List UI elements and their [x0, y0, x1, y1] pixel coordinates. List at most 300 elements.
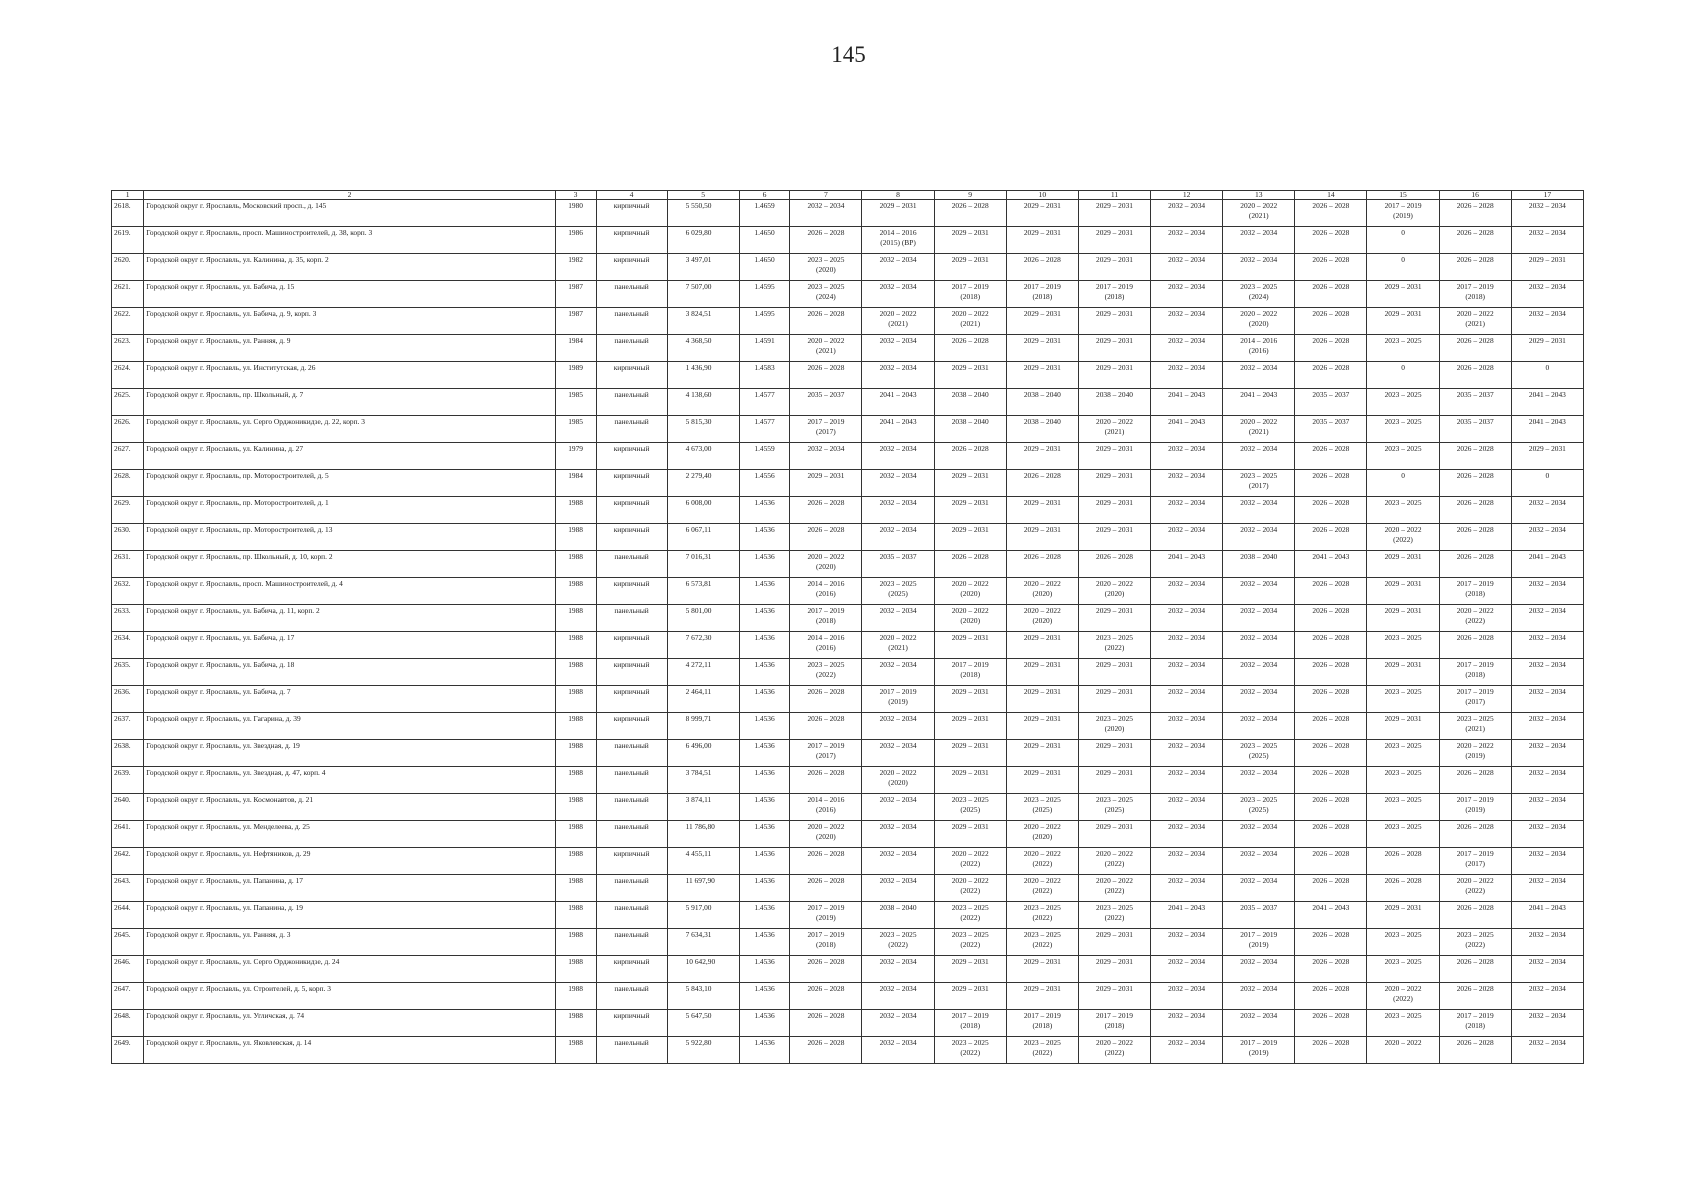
- table-cell: 2026 – 2028: [1295, 605, 1367, 632]
- table-cell: 2032 – 2034: [1511, 497, 1583, 524]
- table-cell: 2017 – 2019 (2018): [1439, 578, 1511, 605]
- table-cell: 2026 – 2028: [1295, 848, 1367, 875]
- table-cell: 2020 – 2022 (2020): [1078, 578, 1150, 605]
- table-cell: 2029 – 2031: [1006, 767, 1078, 794]
- table-cell: 1.4559: [739, 443, 790, 470]
- table-cell: 2023 – 2025 (2024): [790, 281, 862, 308]
- table-cell: 1.4536: [739, 578, 790, 605]
- table-cell: 2017 – 2019 (2018): [790, 605, 862, 632]
- table-cell: 2023 – 2025: [1367, 956, 1439, 983]
- table-cell: 1988: [555, 902, 596, 929]
- table-cell: 2623.: [112, 335, 144, 362]
- table-row: [112, 200, 1584, 227]
- table-cell: 2026 – 2028: [1295, 524, 1367, 551]
- table-cell: 2029 – 2031: [790, 470, 862, 497]
- table-cell: 2 279,40: [667, 470, 739, 497]
- table-cell: 2029 – 2031: [1006, 335, 1078, 362]
- table-cell: 2026 – 2028: [790, 767, 862, 794]
- table-cell: 0: [1511, 362, 1583, 389]
- table-cell: кирпичный: [596, 848, 667, 875]
- table-cell: 11 697,90: [667, 875, 739, 902]
- table-cell: панельный: [596, 308, 667, 335]
- table-cell: 4 368,50: [667, 335, 739, 362]
- table-cell: 2032 – 2034: [862, 524, 934, 551]
- table-cell: 2026 – 2028: [1439, 200, 1511, 227]
- table-cell: 2029 – 2031: [1511, 443, 1583, 470]
- table-cell: 1988: [555, 929, 596, 956]
- table-row: [112, 551, 1584, 578]
- table-cell: 2032 – 2034: [1511, 983, 1583, 1010]
- table-cell: 1988: [555, 551, 596, 578]
- table-cell: 2619.: [112, 227, 144, 254]
- table-cell: 2029 – 2031: [1078, 605, 1150, 632]
- table-cell: 2020 – 2022 (2020): [1223, 308, 1295, 335]
- table-cell: 2638.: [112, 740, 144, 767]
- table-cell: 2026 – 2028: [1295, 443, 1367, 470]
- table-cell: 2020 – 2022 (2021): [1223, 416, 1295, 443]
- header-row: [112, 191, 1584, 200]
- table-cell: 2029 – 2031: [1511, 254, 1583, 281]
- table-cell: панельный: [596, 416, 667, 443]
- table-row: [112, 578, 1584, 605]
- table-cell: 2032 – 2034: [862, 821, 934, 848]
- header-cell: 16: [1439, 191, 1511, 200]
- table-row: [112, 848, 1584, 875]
- table-cell: 2029 – 2031: [1078, 227, 1150, 254]
- table-cell: 1980: [555, 200, 596, 227]
- table-cell: 2637.: [112, 713, 144, 740]
- table-cell: 4 455,11: [667, 848, 739, 875]
- table-cell: 2032 – 2034: [1223, 497, 1295, 524]
- table-cell: 6 496,00: [667, 740, 739, 767]
- table-cell: Городской округ г. Ярославль, ул. Ранняя, д. 9: [144, 335, 555, 362]
- table-cell: 2035 – 2037: [1295, 416, 1367, 443]
- table-cell: 2017 – 2019 (2017): [790, 416, 862, 443]
- table-cell: Городской округ г. Ярославль, ул. Ранняя, д. 3: [144, 929, 555, 956]
- table-cell: 2026 – 2028: [1295, 578, 1367, 605]
- table-cell: 2029 – 2031: [1078, 983, 1150, 1010]
- table-cell: 2032 – 2034: [1151, 470, 1223, 497]
- table-cell: 2032 – 2034: [1223, 227, 1295, 254]
- table-cell: 2023 – 2025: [1367, 686, 1439, 713]
- table-cell: 2023 – 2025 (2025): [934, 794, 1006, 821]
- table-row: [112, 308, 1584, 335]
- table-cell: 2029 – 2031: [1006, 956, 1078, 983]
- table-cell: 0: [1367, 362, 1439, 389]
- table-cell: 2633.: [112, 605, 144, 632]
- table-cell: 3 824,51: [667, 308, 739, 335]
- table-cell: 2029 – 2031: [1006, 713, 1078, 740]
- table-cell: 2032 – 2034: [862, 956, 934, 983]
- table-cell: 2020 – 2022 (2020): [934, 605, 1006, 632]
- header-cell: 1: [112, 191, 144, 200]
- table-row: [112, 713, 1584, 740]
- table-cell: 2032 – 2034: [862, 443, 934, 470]
- table-cell: 2032 – 2034: [1223, 632, 1295, 659]
- table-cell: 2026 – 2028: [1439, 1037, 1511, 1064]
- table-cell: 2026 – 2028: [1078, 551, 1150, 578]
- table-cell: 2017 – 2019 (2017): [1439, 848, 1511, 875]
- table-cell: 2014 – 2016 (2016): [790, 578, 862, 605]
- table-cell: 2026 – 2028: [1295, 254, 1367, 281]
- table-cell: 1.4536: [739, 1037, 790, 1064]
- table-row: [112, 686, 1584, 713]
- table-cell: 2032 – 2034: [1151, 929, 1223, 956]
- table-cell: 2029 – 2031: [1078, 335, 1150, 362]
- table-cell: 2029 – 2031: [1367, 578, 1439, 605]
- table-cell: 2032 – 2034: [1223, 686, 1295, 713]
- table-cell: 2032 – 2034: [1151, 605, 1223, 632]
- header-cell: 2: [144, 191, 555, 200]
- table-cell: кирпичный: [596, 497, 667, 524]
- table-cell: 1 436,90: [667, 362, 739, 389]
- table-cell: 2023 – 2025 (2024): [1223, 281, 1295, 308]
- table-cell: Городской округ г. Ярославль, просп. Машиностроителей, д. 38, корп. 3: [144, 227, 555, 254]
- table-cell: 2032 – 2034: [1511, 767, 1583, 794]
- table-cell: кирпичный: [596, 686, 667, 713]
- table-cell: 2026 – 2028: [1295, 227, 1367, 254]
- table-cell: 2023 – 2025: [1367, 443, 1439, 470]
- table-cell: 4 138,60: [667, 389, 739, 416]
- table-cell: 2041 – 2043: [1511, 389, 1583, 416]
- table-cell: 2017 – 2019 (2018): [1439, 281, 1511, 308]
- table-cell: 1988: [555, 605, 596, 632]
- table-cell: 2020 – 2022 (2022): [1439, 605, 1511, 632]
- table-cell: 2026 – 2028: [1439, 767, 1511, 794]
- table-cell: 2032 – 2034: [1151, 200, 1223, 227]
- table-cell: 2032 – 2034: [1511, 740, 1583, 767]
- table-cell: 2023 – 2025 (2022): [790, 659, 862, 686]
- table-cell: 2035 – 2037: [790, 389, 862, 416]
- table-cell: 2032 – 2034: [1223, 254, 1295, 281]
- table-cell: 2032 – 2034: [1223, 578, 1295, 605]
- table-cell: панельный: [596, 767, 667, 794]
- table-cell: 1988: [555, 875, 596, 902]
- header-cell: 3: [555, 191, 596, 200]
- table-cell: 2032 – 2034: [1511, 794, 1583, 821]
- table-cell: 2026 – 2028: [1295, 659, 1367, 686]
- table-cell: 2634.: [112, 632, 144, 659]
- table-cell: Городской округ г. Ярославль, ул. Бабича, д. 7: [144, 686, 555, 713]
- table-cell: 2026 – 2028: [934, 335, 1006, 362]
- header-cell: 12: [1151, 191, 1223, 200]
- table-cell: 2020 – 2022 (2022): [1367, 524, 1439, 551]
- table-row: [112, 983, 1584, 1010]
- table-cell: 1985: [555, 389, 596, 416]
- table-cell: 2032 – 2034: [1511, 1037, 1583, 1064]
- table-cell: Городской округ г. Ярославль, ул. Институтская, д. 26: [144, 362, 555, 389]
- table-cell: Городской округ г. Ярославль, просп. Машиностроителей, д. 4: [144, 578, 555, 605]
- table-cell: 1.4536: [739, 929, 790, 956]
- table-cell: 1.4536: [739, 524, 790, 551]
- table-cell: панельный: [596, 551, 667, 578]
- table-cell: 2029 – 2031: [1006, 227, 1078, 254]
- table-cell: 1985: [555, 416, 596, 443]
- table-cell: 1988: [555, 821, 596, 848]
- table-cell: 2029 – 2031: [1006, 443, 1078, 470]
- table-cell: 2023 – 2025 (2020): [1078, 713, 1150, 740]
- table-cell: 2017 – 2019 (2018): [790, 929, 862, 956]
- table-cell: 2029 – 2031: [1078, 659, 1150, 686]
- table-row: [112, 659, 1584, 686]
- table-cell: 2032 – 2034: [1223, 956, 1295, 983]
- table-cell: 2026 – 2028: [1295, 632, 1367, 659]
- table-cell: 2041 – 2043: [862, 416, 934, 443]
- table-cell: 4 673,00: [667, 443, 739, 470]
- table-cell: Городской округ г. Ярославль, пр. Школьный, д. 7: [144, 389, 555, 416]
- table-cell: 2026 – 2028: [1367, 848, 1439, 875]
- table-cell: 2026 – 2028: [1295, 713, 1367, 740]
- table-cell: 2029 – 2031: [1006, 497, 1078, 524]
- table-cell: 2032 – 2034: [1511, 848, 1583, 875]
- table-cell: 1989: [555, 362, 596, 389]
- table-cell: 3 497,01: [667, 254, 739, 281]
- table-cell: 2032 – 2034: [1223, 848, 1295, 875]
- table-cell: 2023 – 2025: [1367, 632, 1439, 659]
- table-cell: 2017 – 2019 (2018): [934, 281, 1006, 308]
- table-cell: 2032 – 2034: [1511, 578, 1583, 605]
- table-cell: 2023 – 2025 (2022): [934, 1037, 1006, 1064]
- table-cell: 2026 – 2028: [1295, 794, 1367, 821]
- table-cell: 2020 – 2022 (2021): [1223, 200, 1295, 227]
- table-cell: 1.4536: [739, 902, 790, 929]
- table-cell: 2020 – 2022 (2020): [1006, 821, 1078, 848]
- table-cell: 2026 – 2028: [1295, 1010, 1367, 1037]
- table-cell: 1.4536: [739, 956, 790, 983]
- table-cell: 2032 – 2034: [1151, 713, 1223, 740]
- table-cell: 1984: [555, 470, 596, 497]
- table-cell: 2032 – 2034: [1151, 1037, 1223, 1064]
- table-cell: 2017 – 2019 (2019): [790, 902, 862, 929]
- table-cell: 1988: [555, 1037, 596, 1064]
- table-cell: 2032 – 2034: [1511, 308, 1583, 335]
- table-cell: 5 550,50: [667, 200, 739, 227]
- table-cell: Городской округ г. Ярославль, пр. Моторостроителей, д. 5: [144, 470, 555, 497]
- table-cell: 1988: [555, 1010, 596, 1037]
- table-cell: 2032 – 2034: [1151, 524, 1223, 551]
- table-cell: 2020 – 2022 (2021): [934, 308, 1006, 335]
- table-cell: 2026 – 2028: [1295, 200, 1367, 227]
- table-cell: 1988: [555, 983, 596, 1010]
- table-cell: 2032 – 2034: [1511, 605, 1583, 632]
- table-cell: 2032 – 2034: [1223, 983, 1295, 1010]
- table-cell: 2014 – 2016 (2016): [1223, 335, 1295, 362]
- table-cell: Городской округ г. Ярославль, ул. Папанина, д. 17: [144, 875, 555, 902]
- table-row: [112, 254, 1584, 281]
- table-cell: Городской округ г. Ярославль, ул. Угличская, д. 74: [144, 1010, 555, 1037]
- table-cell: 1.4577: [739, 416, 790, 443]
- table-cell: 2648.: [112, 1010, 144, 1037]
- table-cell: 2032 – 2034: [1223, 767, 1295, 794]
- table-cell: 2026 – 2028: [1295, 875, 1367, 902]
- table-cell: 2026 – 2028: [1439, 362, 1511, 389]
- table-cell: 2032 – 2034: [1511, 281, 1583, 308]
- table-cell: 2029 – 2031: [1367, 659, 1439, 686]
- table-cell: 2026 – 2028: [1295, 497, 1367, 524]
- table-cell: 2017 – 2019 (2019): [1439, 794, 1511, 821]
- table-cell: 2017 – 2019 (2018): [1439, 1010, 1511, 1037]
- table-row: [112, 929, 1584, 956]
- header-cell: 9: [934, 191, 1006, 200]
- table-cell: 2026 – 2028: [1439, 956, 1511, 983]
- table-cell: 1.4595: [739, 308, 790, 335]
- table-cell: 2029 – 2031: [1078, 200, 1150, 227]
- table-cell: 2026 – 2028: [790, 362, 862, 389]
- table-cell: 2032 – 2034: [1151, 632, 1223, 659]
- header-cell: 4: [596, 191, 667, 200]
- table-cell: Городской округ г. Ярославль, ул. Менделеева, д. 25: [144, 821, 555, 848]
- table-cell: 2023 – 2025: [1367, 740, 1439, 767]
- table-cell: 6 573,81: [667, 578, 739, 605]
- table-cell: Городской округ г. Ярославль, ул. Бабича, д. 15: [144, 281, 555, 308]
- table-cell: 2032 – 2034: [862, 848, 934, 875]
- table-cell: 2032 – 2034: [790, 443, 862, 470]
- table-row: [112, 1037, 1584, 1064]
- table-cell: 2029 – 2031: [1078, 686, 1150, 713]
- table-cell: 2032 – 2034: [1151, 1010, 1223, 1037]
- table-cell: 2 464,11: [667, 686, 739, 713]
- table-cell: 2041 – 2043: [1511, 902, 1583, 929]
- table-row: [112, 1010, 1584, 1037]
- table-row: [112, 821, 1584, 848]
- table-cell: 2632.: [112, 578, 144, 605]
- table-cell: 2020 – 2022 (2022): [1006, 848, 1078, 875]
- table-cell: 2029 – 2031: [934, 713, 1006, 740]
- header-cell: 6: [739, 191, 790, 200]
- table-cell: 1982: [555, 254, 596, 281]
- table-cell: 2032 – 2034: [1511, 632, 1583, 659]
- table-cell: 2035 – 2037: [1439, 416, 1511, 443]
- table-row: [112, 470, 1584, 497]
- table-cell: 2029 – 2031: [934, 227, 1006, 254]
- table-cell: 2023 – 2025 (2025): [1006, 794, 1078, 821]
- table-cell: кирпичный: [596, 713, 667, 740]
- table-cell: 2029 – 2031: [1078, 443, 1150, 470]
- table-cell: кирпичный: [596, 659, 667, 686]
- table-cell: 2032 – 2034: [1511, 227, 1583, 254]
- table-cell: кирпичный: [596, 470, 667, 497]
- table-cell: 2029 – 2031: [1078, 308, 1150, 335]
- table-cell: 2023 – 2025: [1367, 929, 1439, 956]
- table-cell: 2029 – 2031: [1078, 254, 1150, 281]
- table-cell: 2023 – 2025: [1367, 335, 1439, 362]
- table-cell: 2041 – 2043: [1511, 416, 1583, 443]
- table-cell: 2029 – 2031: [1078, 767, 1150, 794]
- table-cell: 2621.: [112, 281, 144, 308]
- table-cell: 2026 – 2028: [790, 227, 862, 254]
- table-cell: 6 067,11: [667, 524, 739, 551]
- table-cell: 5 917,00: [667, 902, 739, 929]
- table-cell: 11 786,80: [667, 821, 739, 848]
- table-cell: 3 784,51: [667, 767, 739, 794]
- table-cell: 2026 – 2028: [1439, 497, 1511, 524]
- table-cell: 2041 – 2043: [1223, 389, 1295, 416]
- table-cell: 2026 – 2028: [1295, 740, 1367, 767]
- table-cell: 2032 – 2034: [1151, 497, 1223, 524]
- table-cell: 2020 – 2022 (2019): [1439, 740, 1511, 767]
- table-cell: 2032 – 2034: [1151, 821, 1223, 848]
- table-cell: 2032 – 2034: [862, 713, 934, 740]
- table-cell: 2026 – 2028: [1006, 551, 1078, 578]
- table-cell: 2029 – 2031: [934, 470, 1006, 497]
- table-cell: 2026 – 2028: [790, 1037, 862, 1064]
- table-cell: панельный: [596, 605, 667, 632]
- table-cell: 2029 – 2031: [934, 362, 1006, 389]
- table-cell: 8 999,71: [667, 713, 739, 740]
- table-cell: 2020 – 2022 (2021): [862, 632, 934, 659]
- table-cell: 2041 – 2043: [1151, 551, 1223, 578]
- table-cell: 2017 – 2019 (2018): [1078, 281, 1150, 308]
- table-cell: 2026 – 2028: [790, 983, 862, 1010]
- table-cell: 1.4650: [739, 227, 790, 254]
- table-cell: 2014 – 2016 (2016): [790, 794, 862, 821]
- table-cell: 2026 – 2028: [1295, 956, 1367, 983]
- table-cell: 2032 – 2034: [862, 497, 934, 524]
- table-cell: 2029 – 2031: [862, 200, 934, 227]
- table-cell: кирпичный: [596, 254, 667, 281]
- table-cell: 2032 – 2034: [862, 983, 934, 1010]
- table-cell: 2032 – 2034: [862, 659, 934, 686]
- table-cell: 2029 – 2031: [1006, 983, 1078, 1010]
- table-cell: 1.4536: [739, 1010, 790, 1037]
- table-cell: 2642.: [112, 848, 144, 875]
- table-cell: 1.4536: [739, 767, 790, 794]
- table-row: [112, 902, 1584, 929]
- table-cell: 2032 – 2034: [1511, 524, 1583, 551]
- table-cell: Городской округ г. Ярославль, ул. Бабича, д. 9, корп. 3: [144, 308, 555, 335]
- table-row: [112, 632, 1584, 659]
- table-cell: 1987: [555, 281, 596, 308]
- table-cell: 1988: [555, 767, 596, 794]
- table-cell: кирпичный: [596, 578, 667, 605]
- table-cell: 7 672,30: [667, 632, 739, 659]
- table-cell: 1988: [555, 686, 596, 713]
- table-cell: Городской округ г. Ярославль, ул. Серго Орджоникидзе, д. 22, корп. 3: [144, 416, 555, 443]
- table-cell: 1988: [555, 578, 596, 605]
- table-cell: 2035 – 2037: [862, 551, 934, 578]
- table-row: [112, 335, 1584, 362]
- table-cell: 2020 – 2022 (2022): [934, 875, 1006, 902]
- table-cell: 2029 – 2031: [1367, 281, 1439, 308]
- table-cell: 2032 – 2034: [862, 362, 934, 389]
- table-cell: 2026 – 2028: [1367, 875, 1439, 902]
- table-cell: 2032 – 2034: [1151, 308, 1223, 335]
- table-cell: 2029 – 2031: [1006, 200, 1078, 227]
- table-cell: 2020 – 2022 (2022): [1078, 875, 1150, 902]
- table-cell: 2020 – 2022 (2022): [1367, 983, 1439, 1010]
- table-cell: 5 815,30: [667, 416, 739, 443]
- table-cell: 2026 – 2028: [934, 551, 1006, 578]
- table-cell: 2622.: [112, 308, 144, 335]
- table-cell: 2032 – 2034: [1151, 578, 1223, 605]
- table-cell: Городской округ г. Ярославль, ул. Космонавтов, д. 21: [144, 794, 555, 821]
- table-cell: 2023 – 2025 (2022): [1006, 902, 1078, 929]
- table-cell: 2032 – 2034: [1151, 848, 1223, 875]
- header-cell: 10: [1006, 191, 1078, 200]
- table-cell: 2026 – 2028: [1295, 767, 1367, 794]
- header-cell: 15: [1367, 191, 1439, 200]
- table-cell: панельный: [596, 740, 667, 767]
- table-cell: 2026 – 2028: [1295, 470, 1367, 497]
- header-cell: 11: [1078, 191, 1150, 200]
- table-cell: 1.4591: [739, 335, 790, 362]
- table-cell: 1.4536: [739, 794, 790, 821]
- table-cell: 1.4536: [739, 605, 790, 632]
- table-cell: 2032 – 2034: [862, 740, 934, 767]
- table-cell: 2026 – 2028: [790, 848, 862, 875]
- table-cell: 2032 – 2034: [1151, 875, 1223, 902]
- table-cell: 2041 – 2043: [1295, 551, 1367, 578]
